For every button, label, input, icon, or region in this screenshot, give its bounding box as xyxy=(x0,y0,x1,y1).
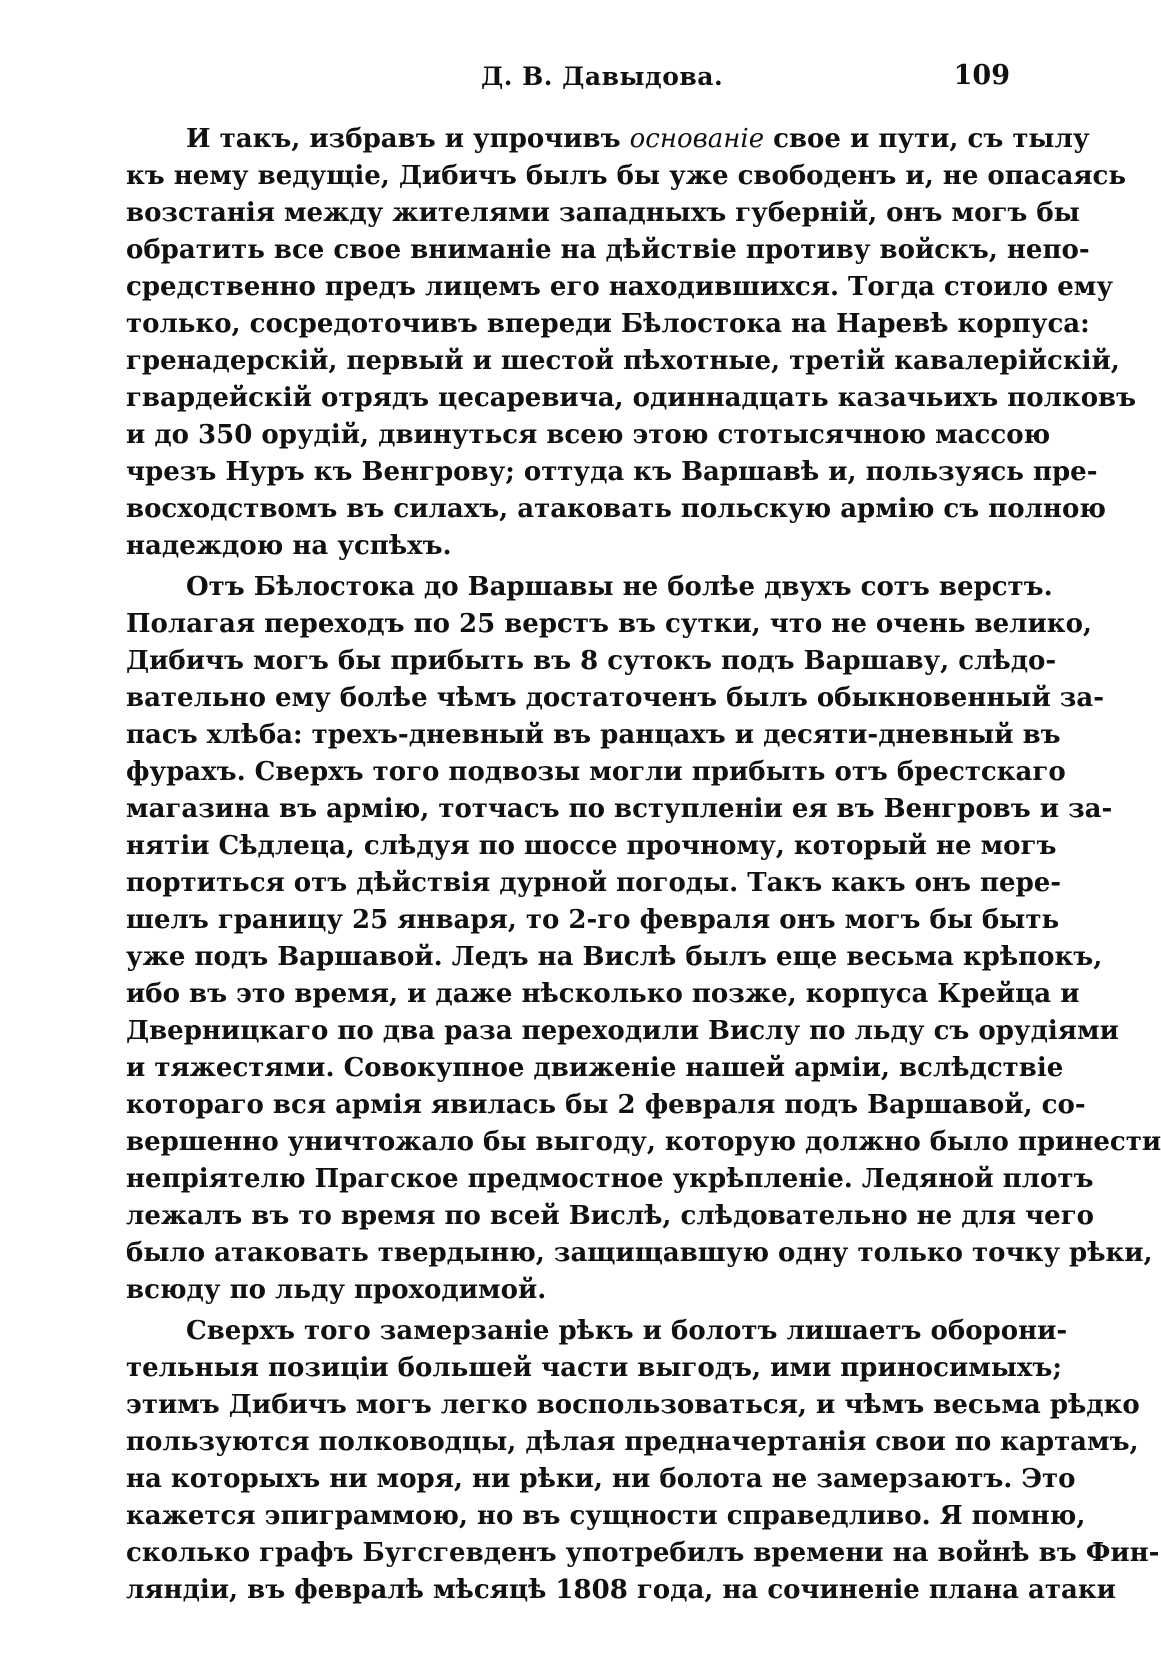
text-line: только, сосредоточивъ впереди Бѣлостока на Наревѣ корпуса: xyxy=(126,309,1090,339)
text-line: кажется эпиграммою, но въ сущности справедливо. Я помню, xyxy=(126,1501,1086,1531)
text-line: нятіи Сѣдлеца, слѣдуя по шоссе прочному, который не могъ xyxy=(126,831,1057,861)
text-line: магазина въ армію, тотчасъ по вступленіи ея въ Венгровъ и за- xyxy=(126,794,1113,824)
text-line: пользуются полководцы, дѣлая предначертанія свои по картамъ, xyxy=(126,1427,1139,1457)
text-line: всюду по льду проходимой. xyxy=(126,1275,547,1305)
text-line: обратить все свое вниманіе на дѣйствіе противу войскъ, непо- xyxy=(126,235,1090,265)
text-line: ибо въ это время, и даже нѣсколько позже, корпуса Крейца и xyxy=(126,979,1080,1009)
text-line: средственно предъ лицемъ его находившихся. Тогда стоило ему xyxy=(126,272,1113,302)
text-line: портиться отъ дѣйствія дурной погоды. Такъ какъ онъ пере- xyxy=(126,868,1062,898)
text-line: тельныя позиціи большей части выгодъ, ими приносимыхъ; xyxy=(126,1353,1062,1383)
text-line: и тяжестями. Совокупное движеніе нашей арміи, вслѣдствіе xyxy=(126,1053,1064,1083)
text-line: шелъ границу 25 января, то 2-го февраля онъ могъ бы быть xyxy=(126,905,1060,935)
text-line: Сверхъ того замерзаніе рѣкъ и болотъ лишаетъ оборони- xyxy=(186,1316,1068,1346)
text-line: Дверницкаго по два раза переходили Вислу по льду съ орудіями xyxy=(126,1016,1119,1046)
text-line: пасъ хлѣба: трехъ-дневный въ ранцахъ и десяти-дневный въ xyxy=(126,720,1061,750)
text-line: къ нему ведущіе, Дибичъ былъ бы уже свободенъ и, не опасаясь xyxy=(126,161,1127,191)
text-line: И такъ, избравъ и упрочивъ основаніе свое и пути, съ тылу xyxy=(186,124,1090,154)
running-title: Д. В. Давыдова. xyxy=(481,62,724,91)
paragraph-1 xyxy=(126,121,1137,565)
text-line: сколько графъ Бугсгевденъ употребилъ времени на войнѣ въ Фин- xyxy=(126,1538,1160,1568)
body-text xyxy=(126,121,1161,1609)
text-line: возстанія между жителями западныхъ губерній, онъ могъ бы xyxy=(126,198,1080,228)
text-line: и до 350 орудій, двинуться всею этою стотысячною массою xyxy=(126,420,1051,450)
text-line: непріятелю Прагское предмостное укрѣпленіе. Ледяной плотъ xyxy=(126,1164,1094,1194)
text-line: гвардейскій отрядъ цесаревича, одиннадцать казачьихъ полковъ xyxy=(126,383,1137,413)
text-line: этимъ Дибичъ могъ легко воспользоваться, и чѣмъ весьма рѣдко xyxy=(126,1390,1140,1420)
running-head xyxy=(126,58,1010,98)
text-line: на которыхъ ни моря, ни рѣки, ни болота не замерзаютъ. Это xyxy=(126,1464,1076,1494)
paragraph-3 xyxy=(126,1313,1160,1609)
text-line: ляндіи, въ февралѣ мѣсяцѣ 1808 года, на сочиненіе плана атаки xyxy=(126,1575,1116,1605)
text-line: уже подъ Варшавой. Ледъ на Вислѣ былъ еще весьма крѣпокъ, xyxy=(126,942,1103,972)
text-line: было атаковать твердыню, защищавшую одну только точку рѣки, xyxy=(126,1238,1153,1268)
text-line: чрезъ Нуръ къ Венгрову; оттуда къ Варшавѣ и, пользуясь пре- xyxy=(126,457,1098,487)
text-line: котораго вся армія явилась бы 2 февраля подъ Варшавой, со- xyxy=(126,1090,1086,1120)
text-line: надеждою на успѣхъ. xyxy=(126,531,452,561)
page-number: 109 xyxy=(953,60,1010,91)
text-line: Отъ Бѣлостока до Варшавы не болѣе двухъ сотъ верстъ. xyxy=(186,572,1053,602)
text-line: восходствомъ въ силахъ, атаковать польскую армію съ полною xyxy=(126,494,1106,524)
text-line: лежалъ въ то время по всей Вислѣ, слѣдовательно не для чего xyxy=(126,1201,1094,1231)
text-line: вательно ему болѣе чѣмъ достаточенъ былъ обыкновенный за- xyxy=(126,683,1105,713)
text-line: вершенно уничтожало бы выгоду, которую должно было принести xyxy=(126,1127,1161,1157)
text-line: гренадерскій, первый и шестой пѣхотные, третій кавалерійскій, xyxy=(126,346,1120,376)
emphasized-word: основаніе xyxy=(629,124,765,154)
paragraph-2 xyxy=(126,569,1161,1309)
text-line: Дибичъ могъ бы прибыть въ 8 сутокъ подъ Варшаву, слѣдо- xyxy=(126,646,1057,676)
text-line: Полагая переходъ по 25 верстъ въ сутки, что не очень велико, xyxy=(126,609,1092,639)
text-line: фурахъ. Сверхъ того подвозы могли прибыть отъ брестскаго xyxy=(126,757,1066,787)
